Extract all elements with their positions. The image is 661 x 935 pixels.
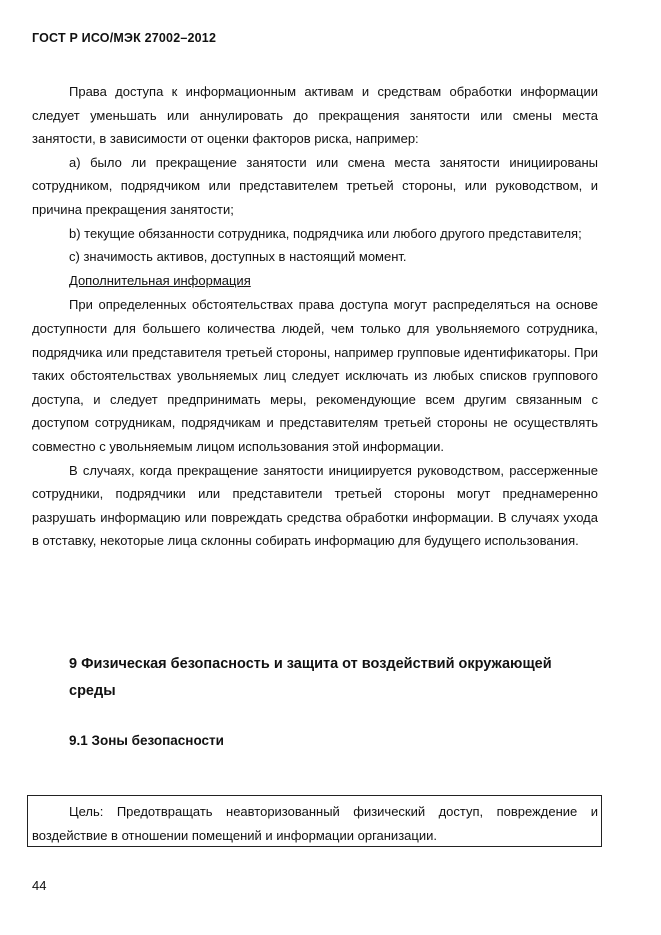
paragraph-access-rights: Права доступа к информационным активам и средствам обработки информации следует уменьшать или аннулировать до прекращения занятости или смены места занятости, в зависимости от оценки факторов риска, например: (32, 84, 598, 147)
list-item-b: b) текущие обязанности сотрудника, подрядчика или любого другого представителя; (69, 225, 582, 241)
goal-text: Цель: Предотвращать неавторизованный физический доступ, повреждение и воздействие в отношении помещений и информации организации. (32, 804, 598, 843)
list-item-c: c) значимость активов, доступных в настоящий момент. (69, 249, 407, 265)
subsection-title: 9.1 Зоны безопасности (69, 733, 224, 748)
page-number: 44 (32, 878, 47, 893)
paragraph-group-access: При определенных обстоятельствах права доступа могут распределяться на основе доступности для большего количества людей, чем только для увольняемого сотрудника, подрядчика или представителя третьей стороны, например групповые идентификаторы. При таких обстоятельствах увольняемых лиц следует исключать из любых списков группового доступа, и следует предпринимать меры, рекомендующие всем другим связанным с доступом сотрудникам, подрядчикам и представителям третьей стороны не осуществлять совместно с увольняемым лицом использования этой информации. (32, 297, 598, 454)
list-item-a: a) было ли прекращение занятости или смена места занятости инициированы сотрудником, подрядчиком или представителем третьей стороны, или руководством, и причина прекращения занятости; (32, 154, 598, 217)
body-text (32, 80, 598, 553)
paragraph-termination-by-management: В случаях, когда прекращение занятости инициируется руководством, рассерженные сотрудники, подрядчики или представители третьей стороны могут преднамеренно разрушать информацию или повреждать средства обработки информации. В случаях ухода в отставку, некоторые лица склонны собирать информацию для будущего использования. (32, 462, 598, 549)
additional-info-heading-text: Дополнительная информация (69, 272, 251, 288)
document-header: ГОСТ Р ИСО/МЭК 27002–2012 (32, 31, 217, 45)
section-title: 9 Физическая безопасность и защита от воздействий окружающей среды (69, 656, 552, 699)
additional-info-heading (32, 269, 598, 293)
goal-box (27, 795, 602, 847)
